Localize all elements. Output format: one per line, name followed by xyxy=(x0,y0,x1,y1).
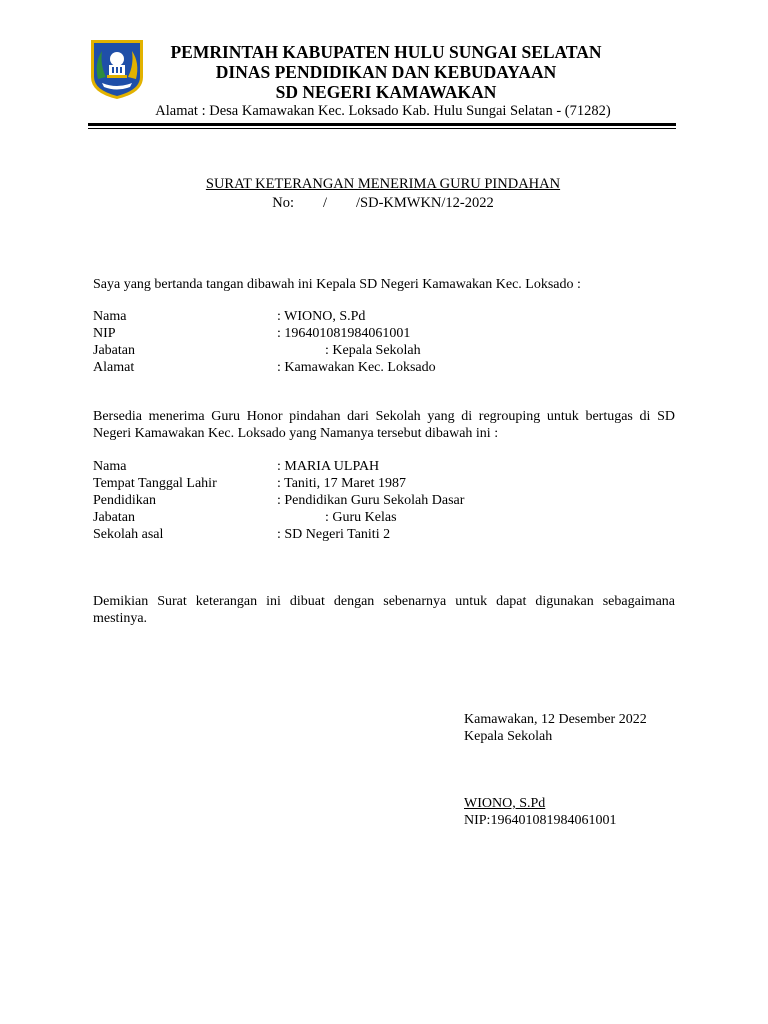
school-address: Alamat : Desa Kamawakan Kec. Loksado Kab. Hulu Sungai Selatan - (71282) xyxy=(155,103,611,119)
detail-row: Sekolah asal : SD Negeri Taniti 2 xyxy=(93,527,391,542)
detail-row: Tempat Tanggal Lahir : Taniti, 17 Maret 1987 xyxy=(93,476,407,491)
detail-row: Nama : WIONO, S.Pd xyxy=(93,309,366,324)
place-date: Kamawakan, 12 Desember 2022 xyxy=(464,712,647,727)
detail-row: NIP : 196401081984061001 xyxy=(93,326,411,341)
detail-row: Jabatan : Guru Kelas xyxy=(93,510,397,525)
agency-name-line1: PEMRINTAH KABUPATEN HULU SUNGAI SELATAN xyxy=(170,42,602,62)
detail-row: Nama : MARIA ULPAH xyxy=(93,459,380,474)
letterhead-divider-thick xyxy=(88,123,676,126)
letterhead-divider-thin xyxy=(88,128,676,129)
statement-paragraph: Bersedia menerima Guru Honor pindahan dari Sekolah yang di regrouping untuk bertugas di SD Negeri Kamawakan Kec. Loksado yang Namanya tersebut dibawah ini : xyxy=(93,409,675,441)
agency-name-line2: DINAS PENDIDIKAN DAN KEBUDAYAAN xyxy=(215,62,557,82)
detail-row: Jabatan : Kepala Sekolah xyxy=(93,343,421,358)
detail-row: Pendidikan : Pendidikan Guru Sekolah Dasar xyxy=(93,493,465,508)
letter-number: No: / /SD-KMWKN/12-2022 xyxy=(272,195,494,211)
teacher-details xyxy=(93,458,675,543)
signer-position: Kepala Sekolah xyxy=(464,729,553,744)
closing-paragraph: Demikian Surat keterangan ini dibuat dengan sebenarnya untuk dapat digunakan sebagaimana mestinya. xyxy=(93,594,675,626)
signer-name: WIONO, S.Pd xyxy=(464,796,546,811)
school-name: SD NEGERI KAMAWAKAN xyxy=(275,82,497,102)
signer-nip: NIP:196401081984061001 xyxy=(464,813,617,828)
signer-details xyxy=(93,308,675,376)
intro-paragraph: Saya yang bertanda tangan dibawah ini Kepala SD Negeri Kamawakan Kec. Loksado : xyxy=(93,277,581,292)
detail-row: Alamat : Kamawakan Kec. Loksado xyxy=(93,360,436,375)
letter-title: SURAT KETERANGAN MENERIMA GURU PINDAHAN xyxy=(205,176,561,192)
